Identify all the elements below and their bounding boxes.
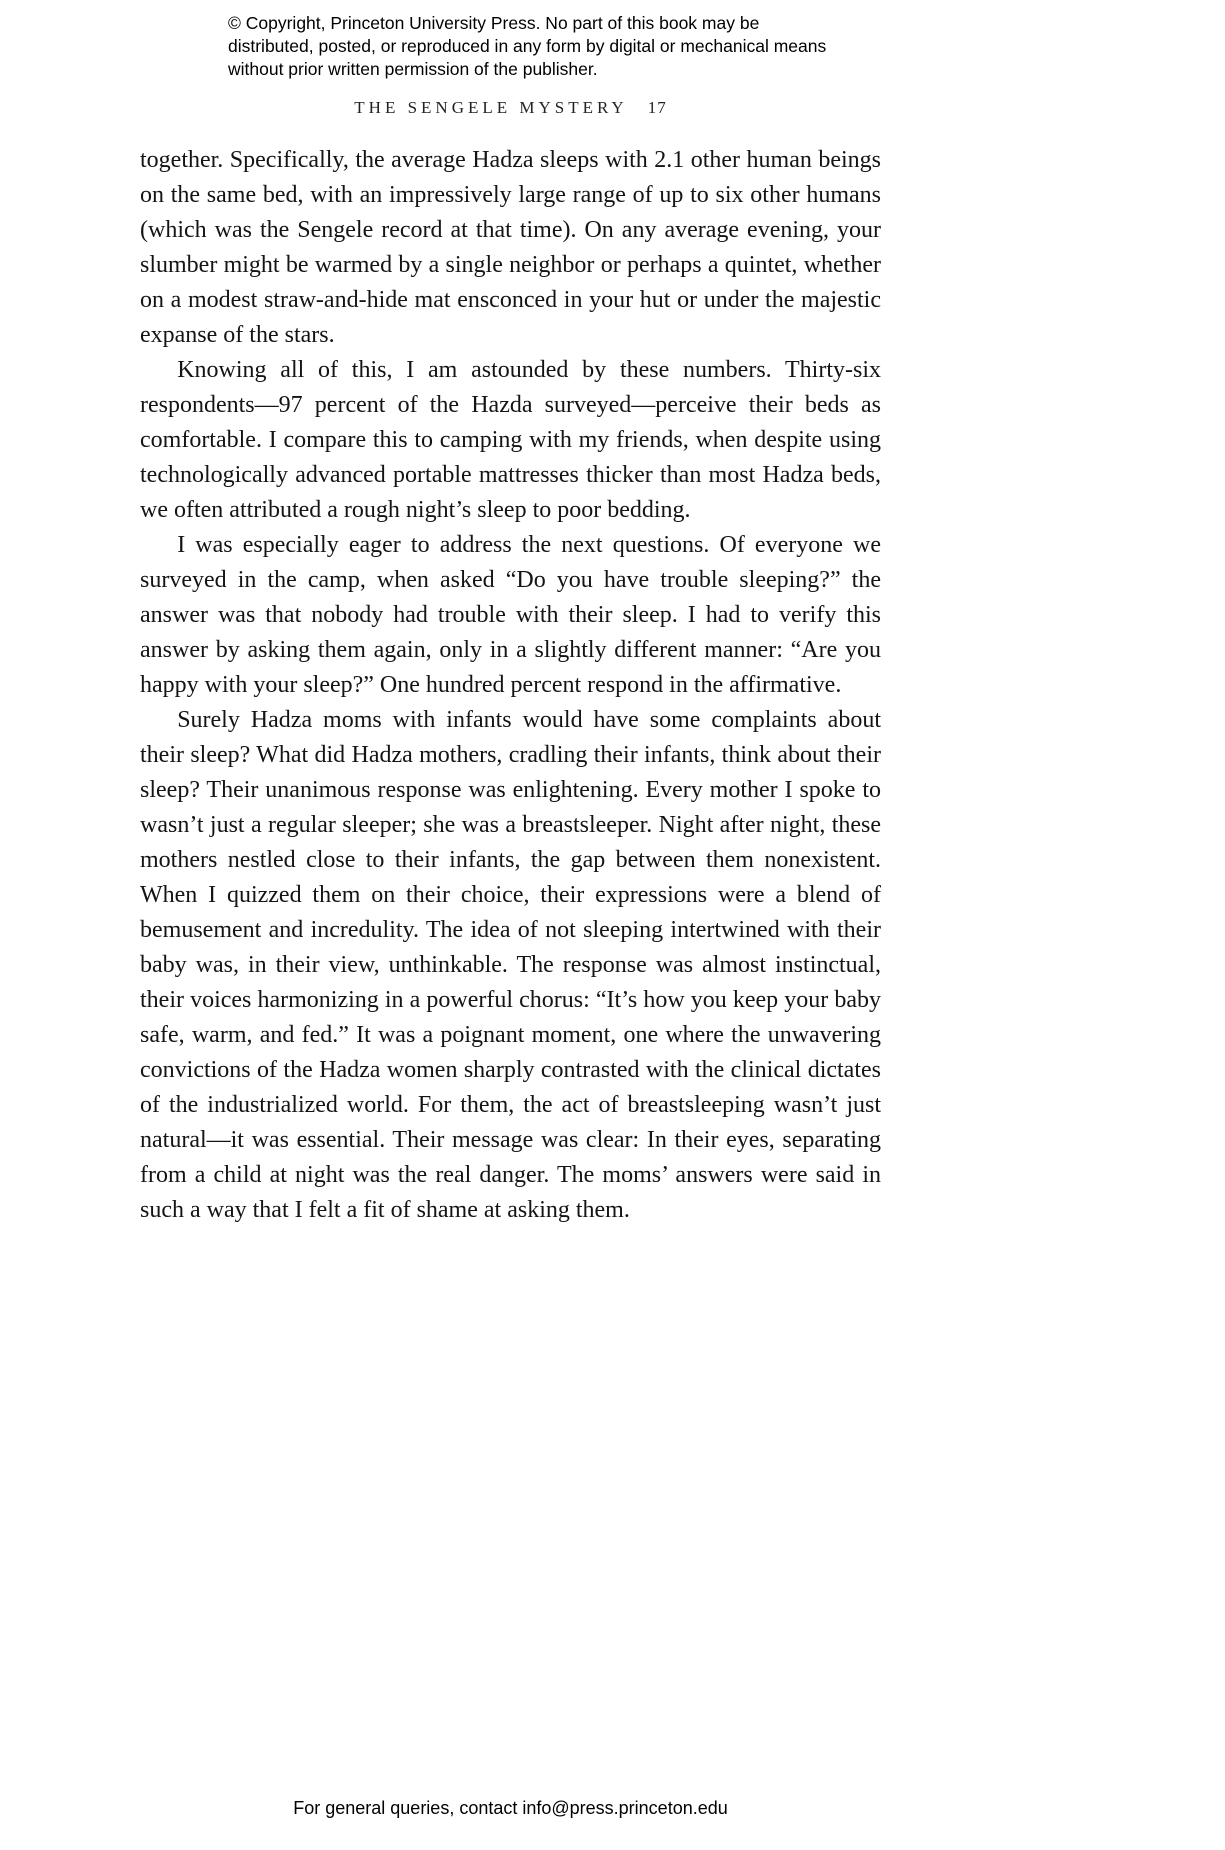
footer-contact: For general queries, contact info@press.princeton.edu [293,1798,728,1818]
running-header-title: THE SENGELE MYSTERY [354,98,628,117]
paragraph: I was especially eager to address the next questions. Of everyone we surveyed in the camp, when asked “Do you have trouble sleeping?” the answer was that nobody had trouble with their sleep. I had to verify this answer by asking them again, only in a slightly different manner: “Are you happy with your sleep?” One hundred percent respond in the affirmative. [140,532,881,698]
paragraph: together. Specifically, the average Hadza sleeps with 2.1 other human beings on the same bed, with an impressively large range of up to six other humans (which was the Sengele record at that time). On any average evening, your slumber might be warmed by a single neighbor or perhaps a quintet, whether on a modest straw-and-hide mat ensconced in your hut or under the majestic expanse of the stars. [140,147,881,348]
copyright-notice: © Copyright, Princeton University Press. No part of this book may be distributed, posted, or reproduced in any form by digital or mechanical means without prior written permission of the publisher. [228,13,827,80]
running-header [140,98,881,118]
paragraph: Surely Hadza moms with infants would have some complaints about their sleep? What did Hadza mothers, cradling their infants, think about their sleep? Their unanimous response was enlightening. Every mother I spoke to wasn’t just a regular sleeper; she was a breastsleeper. Night after night, these mothers nestled close to their infants, the gap between them nonexistent. When I quizzed them on their choice, their expressions were a blend of bemusement and incredulity. The idea of not sleeping intertwined with their baby was, in their view, unthinkable. The response was almost instinctual, their voices harmonizing in a powerful chorus: “It’s how you keep your baby safe, warm, and fed.” It was a poignant moment, one where the unwavering convictions of the Hadza women sharply contrasted with the clinical dictates of the industrialized world. For them, the act of breastsleeping wasn’t just natural—it was essential. Their message was clear: In their eyes, separating from a child at night was the real danger. The moms’ answers were said in such a way that I felt a fit of shame at asking them. [140,707,881,1223]
paragraph: Knowing all of this, I am astounded by these numbers. Thirty-six respondents—97 percent of the Hazda surveyed—perceive their beds as comfortable. I compare this to camping with my friends, when despite using technologically advanced portable mattresses thicker than most Hadza beds, we often attributed a rough night’s sleep to poor bedding. [140,357,881,523]
body-text [140,143,881,1228]
page-number: 17 [647,98,667,117]
